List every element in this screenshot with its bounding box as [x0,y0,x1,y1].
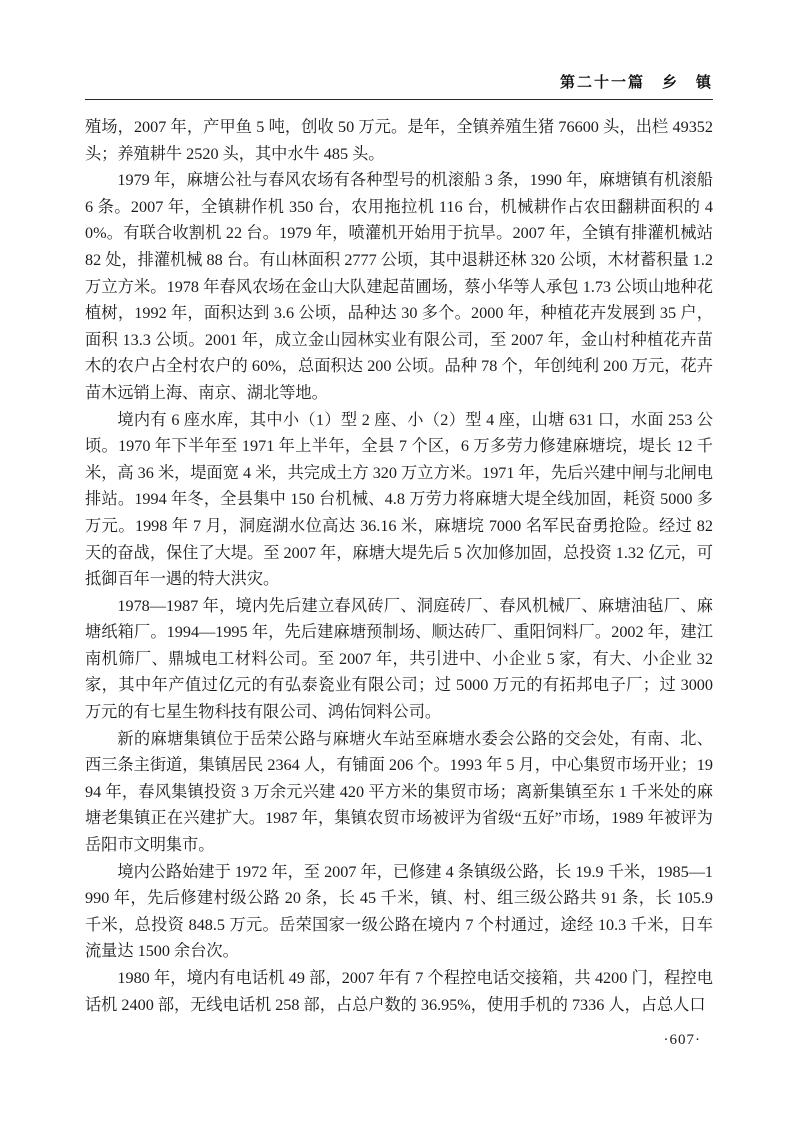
body-paragraph: 殖场，2007 年，产甲鱼 5 吨，创收 50 万元。是年，全镇养殖生猪 76600 头，出栏 49352 头；养殖耕牛 2520 头，其中水牛 485 头。 [85,118,713,163]
body-paragraph: 1978—1987 年，境内先后建立春风砖厂、洞庭砖厂、春风机械厂、麻塘油毡厂、麻塘纸箱厂。1994—1995 年，先后建麻塘预制场、顺达砖厂、重阳饲料厂。2002 年，建江南机筛厂、鼎城电工材料公司。至 2007 年，共引进中、小企业 5 家，有大、小企业 32 家，其中年产值过亿元的有弘泰瓷业有限公司；过 5000 万元的有拓邦电子厂；过 3000 万元的有七星生物科技有限公司、鸿佑饲料公司。 [85,596,713,722]
body-paragraph: 新的麻塘集镇位于岳荣公路与麻塘火车站至麻塘水委会公路的交会处，有南、北、西三条主街道，集镇居民 2364 人，有铺面 206 个。1993 年 5 月，中心集贸市场开业；1994 年，春风集镇投资 3 万余元兴建 420 平方米的集贸市场；离新集镇至东 1 千米处的麻塘老集镇正在兴建扩大。1987 年，集镇农贸市场被评为省级“五好”市场，1989 年被评为岳阳市文明集市。 [85,729,713,855]
page-number: ·607· [663,1032,701,1048]
running-head-title: 第二十一篇 乡 镇 [559,74,713,91]
body-paragraph: 1979 年，麻塘公社与春风农场有各种型号的机滚船 3 条，1990 年，麻塘镇有机滚船 6 条。2007 年，全镇耕作机 350 台，农用拖拉机 116 台，机械耕作占农田翻耕面积的 40%。有联合收割机 22 台。1979 年，喷灌机开始用于抗旱。2007 年，全镇有排灌机械站 82 处，排灌机械 88 台。有山林面积 2777 公顷，其中退耕还林 320 公顷，木材蓄积量 1.2 万立方米。1978 年春风农场在金山大队建起苗圃场，蔡小华等人承包 1.73 公顷山地种花植树，1992 年，面积达到 3.6 公顷，品种达 30 多个。2000 年，种植花卉发展到 35 户，面积 13.3 公顷。2001 年，成立金山园林实业有限公司，至 2007 年，金山村种植花卉苗木的农户占全村农户的 60%，总面积达 200 公顷。品种 78 个，年创纯利 200 万元，花卉苗木远销上海、南京、湖北等地。 [85,171,713,402]
body-paragraph: 1980 年，境内有电话机 49 部，2007 年有 7 个程控电话交接箱，共 4200 门，程控电话机 2400 部，无线电话机 258 部，占总户数的 36.95%，使用手机的 7336 人，占总人口 [85,969,713,1014]
page-header [85,74,713,100]
header-rule [85,99,713,100]
body-paragraph: 境内有 6 座水库，其中小（1）型 2 座、小（2）型 4 座，山塘 631 口，水面 253 公顷。1970 年下半年至 1971 年上半年，全县 7 个区，6 万多劳力修建麻塘垸，堤长 12 千米，高 36 米，堤面宽 4 米，共完成土方 320 万立方米。1971 年，先后兴建中闸与北闸电排站。1994 年冬，全县集中 150 台机械、4.8 万劳力将麻塘大堤全线加固，耗资 5000 多万元。1998 年 7 月，洞庭湖水位高达 36.16 米，麻塘垸 7000 名军民奋勇抢险。经过 82 天的奋战，保住了大堤。至 2007 年，麻塘大堤先后 5 次加修加固，总投资 1.32 亿元，可抵御百年一遇的特大洪灾。 [85,410,713,589]
page-footer [85,1031,713,1049]
body-paragraph: 境内公路始建于 1972 年，至 2007 年，已修建 4 条镇级公路，长 19.9 千米，1985—1990 年，先后修建村级公路 20 条，长 45 千米，镇、村、组三级公路共 91 条，长 105.9 千米，总投资 848.5 万元。岳荣国家一级公路在境内 7 个村通过，途经 10.3 千米，日车流量达 1500 余台次。 [85,862,713,961]
page-body [85,114,713,1018]
